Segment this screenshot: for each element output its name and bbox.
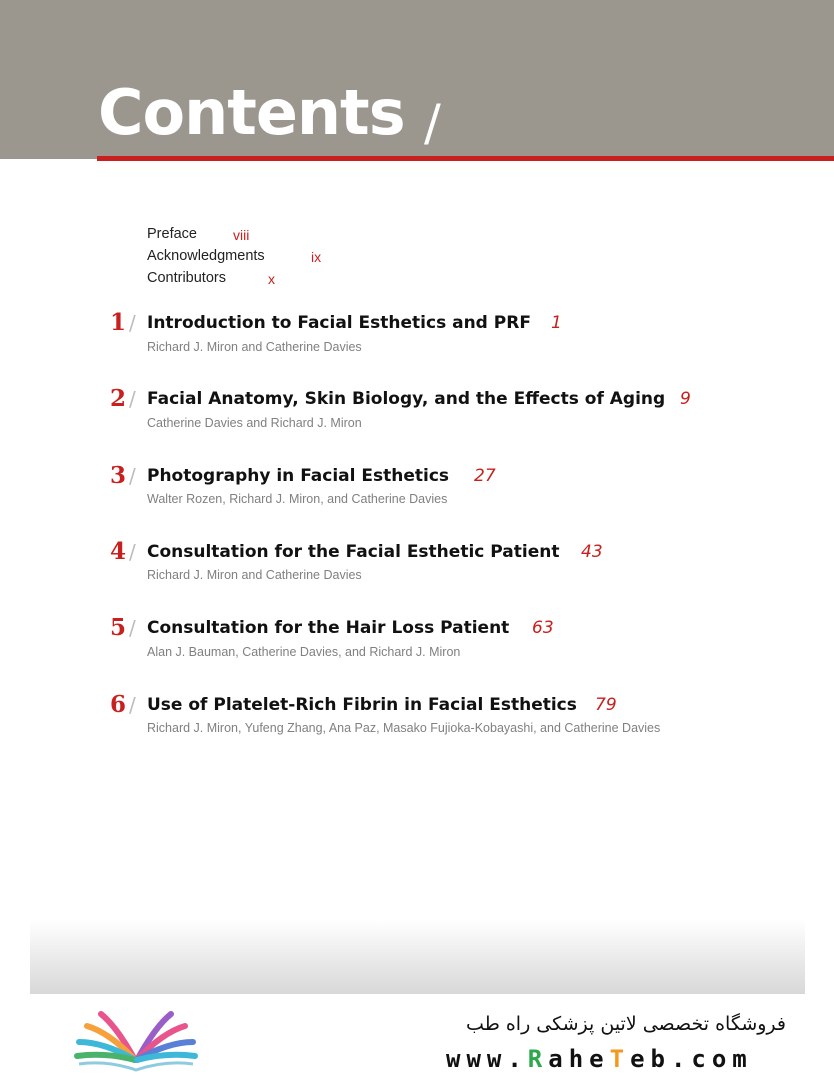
- footer-shade: [30, 920, 805, 994]
- chapter-number: 2: [109, 385, 126, 412]
- chapter-slash: /: [129, 387, 136, 411]
- chapter-authors: Richard J. Miron, Yufeng Zhang, Ana Paz, Masako Fujioka-Kobayashi, and Catherine Davies: [147, 721, 661, 735]
- url-letter-r: R: [527, 1045, 549, 1073]
- chapter-page: 63: [532, 618, 554, 638]
- chapter-slash: /: [129, 616, 136, 640]
- url-letter-t: T: [609, 1045, 631, 1073]
- front-matter-page: viii: [233, 227, 250, 243]
- chapter-title[interactable]: Facial Anatomy, Skin Biology, and the Effects of Aging: [147, 389, 666, 409]
- chapter-authors: Walter Rozen, Richard J. Miron, and Catherine Davies: [147, 492, 448, 506]
- chapter-authors: Alan J. Bauman, Catherine Davies, and Richard J. Miron: [147, 645, 461, 659]
- chapter-title[interactable]: Consultation for the Hair Loss Patient: [147, 618, 510, 638]
- shop-name: فروشگاه تخصصی لاتین پزشکی راه طب: [466, 1013, 786, 1035]
- shop-url[interactable]: [446, 1045, 753, 1073]
- open-book-logo-icon: [73, 1008, 199, 1074]
- page-title: Contents: [98, 76, 405, 149]
- chapter-page: 43: [581, 542, 603, 562]
- url-mid: ahe: [548, 1045, 610, 1073]
- chapter-number: 1: [109, 309, 126, 336]
- url-suffix: eb.com: [630, 1045, 753, 1073]
- chapter-title[interactable]: Use of Platelet-Rich Fibrin in Facial Esthetics: [147, 695, 577, 715]
- chapter-slash: /: [129, 693, 136, 717]
- front-matter-acknowledgments[interactable]: Acknowledgments: [147, 248, 265, 264]
- front-matter-page: ix: [311, 249, 322, 265]
- chapter-number: 5: [109, 614, 126, 641]
- chapter-slash: /: [129, 464, 136, 488]
- chapter-page: 1: [551, 313, 562, 333]
- chapter-authors: Catherine Davies and Richard J. Miron: [147, 416, 362, 430]
- front-matter-contributors[interactable]: Contributors: [147, 270, 226, 286]
- chapter-authors: Richard J. Miron and Catherine Davies: [147, 568, 362, 582]
- chapter-title[interactable]: Introduction to Facial Esthetics and PRF: [147, 313, 531, 333]
- chapter-authors: Richard J. Miron and Catherine Davies: [147, 340, 362, 354]
- chapter-number: 4: [109, 538, 126, 565]
- header-rule: [97, 156, 834, 161]
- chapter-number: 3: [109, 462, 126, 489]
- chapter-page: 27: [474, 466, 496, 486]
- chapter-page: 9: [680, 389, 691, 409]
- chapter-number: 6: [109, 691, 126, 718]
- title-slash: /: [424, 94, 441, 152]
- chapter-slash: /: [129, 540, 136, 564]
- chapter-slash: /: [129, 311, 136, 335]
- front-matter-preface[interactable]: Preface: [147, 226, 197, 242]
- url-prefix: www.: [446, 1045, 528, 1073]
- chapter-title[interactable]: Consultation for the Facial Esthetic Patient: [147, 542, 560, 562]
- chapter-page: 79: [595, 695, 617, 715]
- front-matter-page: x: [268, 271, 275, 287]
- chapter-title[interactable]: Photography in Facial Esthetics: [147, 466, 450, 486]
